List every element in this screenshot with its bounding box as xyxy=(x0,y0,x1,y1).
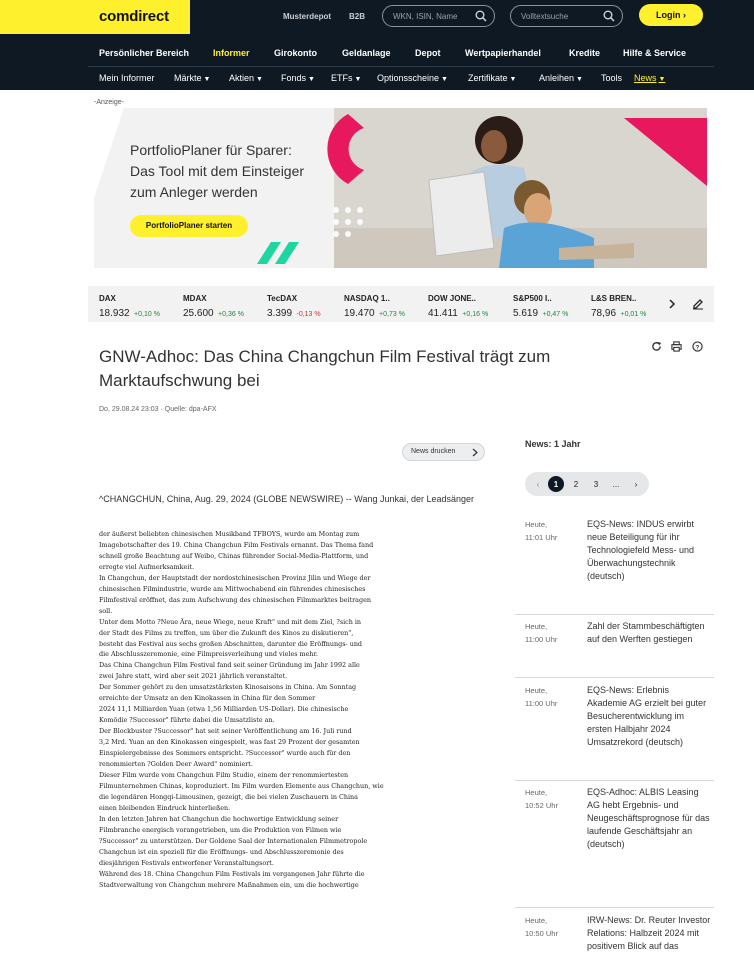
article-body-line: In Changchun, der Hauptstadt der nordostchinesischen Provinz Jilin und Wiege der xyxy=(99,573,371,582)
news-day: Heute, xyxy=(525,686,548,695)
article-body-line: soll. xyxy=(99,606,113,615)
nav-depot[interactable]: Depot xyxy=(415,48,441,58)
article-body-line: Komödie ?Successor" führte dabei die Umsatzliste an. xyxy=(99,716,275,725)
ticker-change: +0,16 % xyxy=(462,311,489,318)
ticker-value: 25.600 xyxy=(183,308,214,319)
article-body-line: Filmfestival eröffnet, das zum Aufschwung des chinesischen Filmmarktes beitragen xyxy=(99,595,371,604)
news-day: Heute, xyxy=(525,788,548,797)
login-button[interactable] xyxy=(639,4,703,26)
search-icon[interactable] xyxy=(602,9,616,23)
ticker-item[interactable] xyxy=(591,294,646,321)
ticker-scroll-icon[interactable] xyxy=(668,299,676,309)
ad-title-line: zum Anleger werden xyxy=(130,184,258,200)
article-body xyxy=(99,529,499,890)
subnav-label: Fonds xyxy=(281,73,307,83)
article-body-line: die legendären Hongqi-Limousinen, gezeigt, die bei vielen Zuschauern in China xyxy=(99,792,358,801)
chevron-right-icon xyxy=(472,448,478,457)
subnav-zertifikate[interactable] xyxy=(468,73,516,83)
pager-page-1[interactable]: 1 xyxy=(548,476,564,492)
article-meta: Do, 29.08.24 23:03 · Quelle: dpa-AFX xyxy=(99,406,217,413)
green-chevron-graphic xyxy=(257,242,301,264)
article-body-line: der äußerst beliebten chinesischen Musikband TFBOYS, wurde am Montag zum xyxy=(99,530,360,538)
ticker-item[interactable] xyxy=(183,294,244,321)
subnav-anleihen[interactable] xyxy=(539,73,583,83)
ticker-name: TecDAX xyxy=(267,294,298,303)
comdirect-logo[interactable]: comdirect xyxy=(0,0,190,34)
fulltext-search-input[interactable] xyxy=(510,5,623,27)
help-icon[interactable] xyxy=(692,341,703,352)
subnav-tools[interactable]: Tools xyxy=(601,73,623,83)
ticker-item[interactable] xyxy=(267,294,321,321)
subnav-label: Märkte xyxy=(174,73,202,83)
ticker-value: 41.411 xyxy=(428,308,458,319)
pager-prev-button[interactable]: ‹ xyxy=(536,480,540,489)
news-title[interactable]: EQS-News: Erlebnis Akademie AG erzielt bei guter Besucherentwicklung im ersten Halbjahr 2024 Umsatzrekord (deutsch) xyxy=(587,685,707,747)
article-body-line: Imagebotschafter des 19. China Changchun Film Festivals ernannt. Das Thema fand xyxy=(99,540,374,549)
ticker-item[interactable] xyxy=(513,294,568,321)
subnav-maerkte[interactable] xyxy=(174,73,210,83)
ticker-name: DOW JONE.. xyxy=(428,294,477,303)
nav-persoenlicher-bereich[interactable]: Persönlicher Bereich xyxy=(99,48,190,58)
chevron-down-icon: ▼ xyxy=(509,76,517,83)
article-body-line: diesjährigen Festivals entworfener Veranstaltungsort. xyxy=(99,858,274,867)
subnav-label: Zertifikate xyxy=(468,73,508,83)
ticker-name: NASDAQ 1.. xyxy=(344,294,390,303)
subnav-label: ETFs xyxy=(331,73,353,83)
news-pagination xyxy=(525,472,649,496)
ticker-change: +0,01 % xyxy=(620,311,647,318)
article-body-line: erreichte der Umsatz an den Kinokassen in China für den Sommer xyxy=(99,694,316,703)
print-news-label: News drucken xyxy=(411,448,456,455)
news-title[interactable]: Zahl der Stammbeschäftigten auf den Werften gestiegen xyxy=(587,621,705,644)
subnav-label: Optionsscheine xyxy=(377,73,440,83)
article-body-line: Während des 18. China Changchun Film Festivals im vergangenen Jahr führte die xyxy=(99,869,365,878)
ticker-name: MDAX xyxy=(183,294,207,303)
news-list-item[interactable] xyxy=(515,518,714,615)
article-body-line: Filmunternehmen Chinas, koproduziert. Im Film wurden Elemente aus Changchun, wie xyxy=(99,781,384,790)
ad-title-line: Das Tool mit dem Einsteiger xyxy=(130,163,305,179)
article-dateline: ^CHANGCHUN, China, Aug. 29, 2024 (GLOBE NEWSWIRE) -- Wang Junkai, der Leadsänger xyxy=(99,494,475,504)
news-time: 11:00 Uhr xyxy=(525,699,558,708)
ticker-change: +0,36 % xyxy=(218,311,244,318)
article-body-line: chinesischen Filmindustrie, wurde am Mittwochabend ein führendes chinesisches xyxy=(99,584,366,593)
article-title: GNW-Adhoc: Das China Changchun Film Festival trägt zum Marktaufschwung bei xyxy=(99,347,551,390)
ticker-value: 78,96 xyxy=(591,308,617,319)
nav-girokonto[interactable]: Girokonto xyxy=(274,48,317,58)
ticker-change: +0,47 % xyxy=(542,311,569,318)
refresh-icon[interactable] xyxy=(651,341,662,352)
news-time: 10:52 Uhr xyxy=(525,801,558,810)
article-body-line: einen bleibenden Eindruck hinterließen. xyxy=(99,803,231,812)
article-body-line: Stadtverwaltung von Changchun mehrere Maßnahmen ein, um die hochwertige xyxy=(99,880,359,889)
wkn-search-input[interactable] xyxy=(382,5,495,27)
login-label: Login xyxy=(655,10,681,20)
nav-informer[interactable]: Informer xyxy=(213,48,250,58)
article-body-line: ?Successor" zu unterstützen. Der Goldene Saal der Internationalen Filmmetropole xyxy=(99,836,368,845)
chevron-down-icon: ▼ xyxy=(658,76,666,83)
nav-kredite[interactable]: Kredite xyxy=(569,48,601,58)
pager-next-button[interactable]: › xyxy=(634,480,638,489)
news-day: Heute, xyxy=(525,916,548,925)
ticker-value: 3.399 xyxy=(267,308,293,319)
pager-page-2[interactable]: 2 xyxy=(573,480,579,489)
chevron-down-icon: ▼ xyxy=(308,76,315,83)
news-day: Heute, xyxy=(525,622,548,631)
pager-ellipsis[interactable]: ... xyxy=(612,480,620,489)
article-body-line: Der Sommer gehört zu den umsatzstärksten Kinosaisons in China. Am Sonntag xyxy=(99,683,357,692)
ad-title xyxy=(130,140,350,203)
news-list-item[interactable] xyxy=(515,914,714,951)
ad-banner[interactable] xyxy=(94,108,707,268)
print-icon[interactable] xyxy=(671,341,682,352)
chevron-down-icon: ▼ xyxy=(441,76,448,83)
ticker-name: DAX xyxy=(99,294,116,303)
article-body-line: der Stadt des Films zu treffen, um über die Zukunft des Kinos zu diskutieren", xyxy=(99,628,354,637)
ad-label: -Anzeige- xyxy=(94,99,124,106)
ad-photo-illustration xyxy=(334,108,707,268)
top-header xyxy=(0,0,754,90)
news-list-item[interactable] xyxy=(515,684,714,781)
ticker-item[interactable] xyxy=(428,294,488,321)
news-list-item[interactable] xyxy=(515,786,714,908)
chevron-down-icon: ▼ xyxy=(354,76,362,83)
subnav-fonds[interactable] xyxy=(281,73,315,83)
nav-divider xyxy=(88,66,714,67)
subnav-optionsscheine[interactable] xyxy=(377,73,448,83)
article-body-line: zwei Jahre statt, wird aber seit 2021 jährlich veranstaltet. xyxy=(99,672,288,681)
banner-shape-graphic xyxy=(94,108,124,198)
article-body-line: In den letzten Jahren hat Changchun die hochwertige Entwicklung seiner xyxy=(99,814,339,823)
article-body-line: 3,2 Mrd. Yuan an den Kinokassen eingespielt, was fast 29 Prozent der gesamten xyxy=(99,738,360,747)
b2b-link[interactable]: B2B xyxy=(349,12,366,21)
news-list-item[interactable] xyxy=(515,620,714,678)
news-title[interactable]: EQS-Adhoc: ALBIS Leasing AG hebt Ergebnis- und Neugeschäftsprognose für das laufende Geschäftsjahr an (deutsch) xyxy=(587,787,710,849)
print-news-button[interactable] xyxy=(402,443,485,461)
ticker-name: S&P500 I.. xyxy=(513,294,552,303)
subnav-label: News xyxy=(634,73,657,83)
article-body-line: Dieser Film wurde vom Changchun Film Studio, einem der renommiertesten xyxy=(99,770,349,779)
chevron-down-icon: ▼ xyxy=(576,76,583,83)
pager-page-3[interactable]: 3 xyxy=(593,480,599,489)
ticker-value: 19.470 xyxy=(344,308,375,319)
subnav-label: Aktien xyxy=(229,73,255,83)
article-body-line: die Abschlusszeremonie, eine Filmpreisverleihung und vieles mehr. xyxy=(99,650,318,659)
subnav-aktien[interactable] xyxy=(229,73,263,83)
subnav-etfs[interactable] xyxy=(331,73,361,83)
ticker-value: 5.619 xyxy=(513,308,539,319)
search-icon[interactable] xyxy=(474,9,488,23)
news-time: 10:50 Uhr xyxy=(525,929,558,938)
ticker-item[interactable] xyxy=(344,294,405,321)
ad-title-line: PortfolioPlaner für Sparer: xyxy=(130,142,292,158)
news-sidebar-title: News: 1 Jahr xyxy=(525,439,581,449)
article-body-line: erregte viel Aufmerksamkeit. xyxy=(99,562,194,571)
article-body-line: Changchun ist ein speziell für die Eröffnungs- und Abschlusszeremonie des xyxy=(99,847,344,856)
subnav-label: Anleihen xyxy=(539,73,575,83)
article-body-line: Unter dem Motto ?Neue Ära, neue Wiege, neue Kraft" und mit dem Ziel, ?sich in xyxy=(99,617,362,626)
news-title[interactable]: IRW-News: Dr. Reuter Investor Relations: Halbzeit 2024 mit positivem Blick auf das xyxy=(587,915,711,951)
news-time: 11:01 Uhr xyxy=(525,533,558,542)
article-body-line: Das China Changchun Film Festival fand seit seiner Gründung im Jahr 1992 alle xyxy=(99,661,360,670)
ticker-item[interactable] xyxy=(99,294,160,321)
ticker-value: 18.932 xyxy=(99,308,130,319)
nav-hilfe-service[interactable]: Hilfe & Service xyxy=(623,48,687,58)
nav-geldanlage[interactable]: Geldanlage xyxy=(342,48,391,58)
ticker-change: +0,73 % xyxy=(379,311,405,318)
ticker-change: +0,10 % xyxy=(134,311,160,318)
svg-text:?: ? xyxy=(695,344,700,352)
subnav-mein-informer[interactable]: Mein Informer xyxy=(99,73,155,83)
nav-wertpapierhandel[interactable]: Wertpapierhandel xyxy=(465,48,541,58)
subnav-news[interactable] xyxy=(634,73,665,83)
chevron-right-icon: › xyxy=(683,10,686,20)
ticker-name: L&S BREN.. xyxy=(591,294,637,303)
article-body-line: besteht das Festival aus sechs großen Abschnitten, darunter die Eröffnungs- und xyxy=(99,639,363,648)
edit-icon[interactable] xyxy=(692,298,704,310)
search-placeholder: WKN, ISIN, Name xyxy=(393,12,458,21)
news-time: 11:00 Uhr xyxy=(525,635,558,644)
news-day: Heute, xyxy=(525,520,548,529)
musterdepot-link[interactable]: Musterdepot xyxy=(283,12,331,21)
article-body-line: Einspielergebnisse des Sommers entspricht. ?Successor" wurde auch für den xyxy=(99,749,351,758)
chevron-down-icon: ▼ xyxy=(203,76,211,83)
fulltext-placeholder: Volltextsuche xyxy=(521,12,569,21)
market-ticker xyxy=(88,286,714,322)
article-body-line: Der Blockbuster ?Successor" hat seit seiner Veröffentlichung am 16. Juli rund xyxy=(99,727,352,736)
article-body-line: schnell große Beachtung auf Weibo, Chinas führender Social-Media-Plattform, und xyxy=(99,551,369,560)
news-title[interactable]: EQS-News: INDUS erwirbt neue Beteiligung für ihr Technologiefeld Mess- und Überwachungstechnik (deutsch) xyxy=(587,519,695,581)
article-body-line: renommierten ?Golden Deer Award" nominiert. xyxy=(99,760,253,769)
portfolioplaner-button[interactable]: PortfolioPlaner starten xyxy=(130,215,248,237)
chevron-down-icon: ▼ xyxy=(256,76,263,83)
article-body-line: 2024 11,1 Milliarden Yuan (etwa 1,56 Milliarden US-Dollar). Die chinesische xyxy=(99,705,349,714)
ticker-change: -0,13 % xyxy=(296,311,321,318)
article-body-line: Filmbranche energisch vorangetrieben, um die Produktion von Filmen wie xyxy=(99,825,342,834)
